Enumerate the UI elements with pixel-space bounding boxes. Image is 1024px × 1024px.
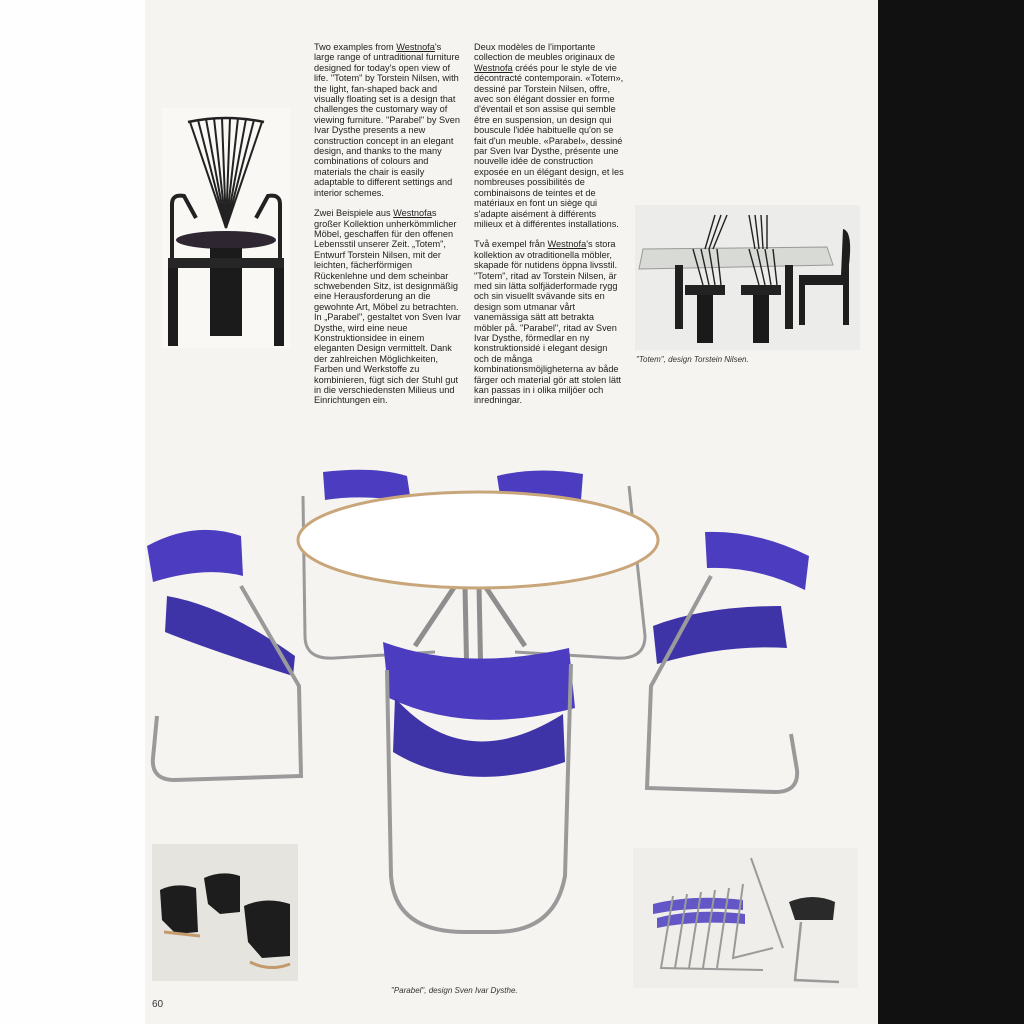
- stacked-chairs-illustration: [633, 848, 858, 988]
- totem-dining-set-photo: [635, 205, 860, 350]
- parabel-caption: "Parabel", design Sven Ivar Dysthe.: [391, 986, 518, 995]
- totem-caption: "Totem", design Torstein Nilsen.: [636, 355, 749, 364]
- french-text-rest: créés pour le style de vie décontracté contemporain. «Totem», dessiné par Torstein Nilsen, offre, avec son élégant dossier en forme d'éventail et son assise qui semble être en suspension, un design qui bouscule l'idée habituelle qu'on se fait d'un meuble. «Parabel», dessiné par Sven Ivar Dysthe, présente une nouvelle idée de construction exposée en un élégant design, et les nombreuses possibilités de combinaisons de teintes et de matériaux en font un siège qui s'adapte aisément à différents milieux et à différentes installations.: [474, 62, 624, 229]
- brand-name: Westnofa: [396, 42, 435, 52]
- french-paragraph: [474, 42, 624, 229]
- scan-right-margin: [878, 0, 1024, 1024]
- text-column-left: [314, 42, 464, 416]
- scan-left-margin: [0, 0, 145, 1024]
- french-text-start: Deux modèles de l'importante collection de meubles originaux de: [474, 42, 615, 63]
- magazine-page: [145, 0, 878, 1024]
- german-text-start: Zwei Beispiele aus: [314, 208, 394, 219]
- parabel-black-chairs-photo: [152, 844, 298, 981]
- swedish-text-start: Två exempel från: [474, 239, 548, 250]
- brand-name: Westnofa: [547, 239, 587, 250]
- black-chairs-illustration: [152, 844, 298, 981]
- text-column-right: [474, 42, 624, 416]
- english-text-start: Two examples from: [314, 42, 397, 52]
- english-paragraph: [314, 42, 464, 198]
- totem-table-illustration: [635, 205, 860, 350]
- totem-chair-illustration: [162, 108, 290, 348]
- english-text-rest: 's large range of untraditional furniture designed for today's open view of life. "Totem" by Torstein Nilsen, with the light, fan-shaped back and visually floating set is a design that challenges the customary way of viewing furniture. "Parabel" by Sven Ivar Dysthe presents a new construction concept in an elegant design, and thanks to the many combinations of colours and materials the chair is easily adaptable to different settings and interior schemes.: [314, 42, 460, 198]
- totem-chair-photo: [162, 108, 290, 348]
- page-number: 60: [152, 999, 164, 1010]
- swedish-text-rest: 's stora kollektion av otraditionella möbler, skapade för nutidens öppna livsstil. "Totem", ritad av Torstein Nilsen, är med sin lätta solfjäderformade rygg och sin visuellt svävande sits en design som utmanar vårt vanemässiga sätt att betrakta möbler på. "Parabel", ritad av Sven Ivar Dysthe, förmedlar en ny konstruktionsidé i elegant design och de många kombinationsmöjligheterna av både färger och material gör att stolen lätt kan passas in i olika miljöer och inredningar.: [474, 239, 622, 406]
- german-text-rest: s großer Kollektion unherkömmlicher Möbel, geschaffen für den offenen Lebensstil unserer Zeit. „Totem", Entwurf Torstein Nilsen, mit der leichten, fächerförmigen Rückenlehne und dem scheinbar schwebenden Sitz, ist designmäßig eine Herausforderung an die gewohnte Art, Möbel zu betrachten. In „Parabel", gestaltet von Sven Ivar Dysthe, wird eine neue Konstruktionsidee in einem eleganten Design vermittelt. Dank der zahlreichen Möglichkeiten, Farben und Werkstoffe zu kombinieren, fügt sich der Stuhl gut in die verschiedensten Milieus und Einrichtungen ein.: [314, 208, 461, 406]
- swedish-paragraph: [474, 239, 624, 406]
- brand-name: Westnofa: [393, 208, 432, 219]
- german-paragraph: [314, 208, 464, 406]
- parabel-stacked-chairs-photo: [633, 848, 858, 988]
- brand-name: Westnofa: [474, 62, 513, 73]
